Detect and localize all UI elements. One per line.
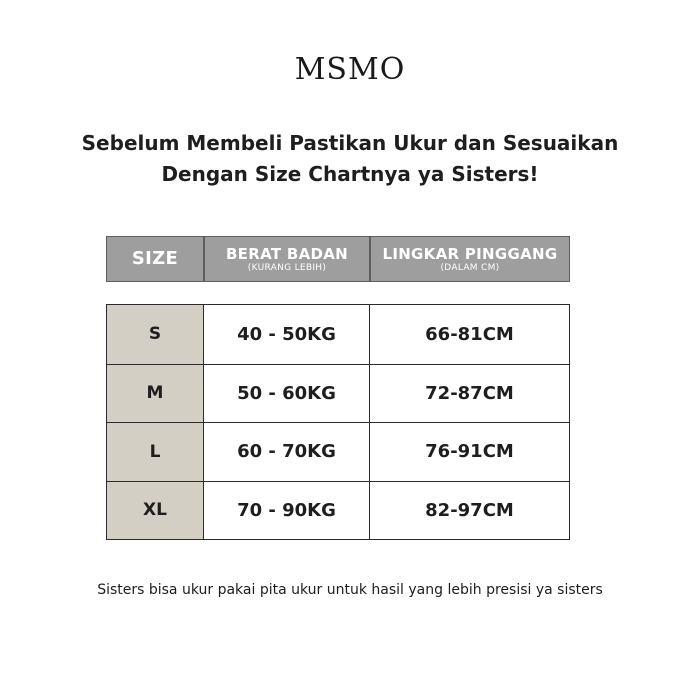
header-waist-sublabel: (DALAM CM)	[440, 262, 500, 273]
header-size	[107, 237, 203, 281]
footer-note: Sisters bisa ukur pakai pita ukur untuk hasil yang lebih presisi ya sisters	[97, 582, 603, 598]
header-weight-sublabel: (KURANG LEBIH)	[247, 262, 327, 273]
header-waist	[369, 237, 569, 281]
size-cell: L	[107, 423, 203, 481]
table-row	[107, 364, 569, 423]
waist-cell: 82-97CM	[369, 482, 569, 540]
size-cell: M	[107, 365, 203, 423]
heading-line-2: Dengan Size Chartnya ya Sisters!	[161, 162, 539, 186]
waist-cell: 66-81CM	[369, 305, 569, 364]
page-heading	[0, 128, 700, 190]
header-weight-label: BERAT BADAN	[225, 244, 349, 263]
table-row	[107, 305, 569, 364]
weight-cell: 40 - 50KG	[203, 305, 369, 364]
size-chart-table	[106, 304, 570, 540]
header-weight	[203, 237, 369, 281]
weight-cell: 60 - 70KG	[203, 423, 369, 481]
waist-cell: 76-91CM	[369, 423, 569, 481]
table-row	[107, 481, 569, 540]
waist-cell: 72-87CM	[369, 365, 569, 423]
weight-cell: 50 - 60KG	[203, 365, 369, 423]
size-cell: S	[107, 305, 203, 364]
brand-logo: MSMO	[294, 52, 406, 87]
header-size-label: SIZE	[131, 248, 179, 269]
header-waist-label: LINGKAR PINGGANG	[382, 244, 558, 263]
table-row	[107, 422, 569, 481]
size-chart-header	[106, 236, 570, 282]
size-cell: XL	[107, 482, 203, 540]
weight-cell: 70 - 90KG	[203, 482, 369, 540]
heading-line-1: Sebelum Membeli Pastikan Ukur dan Sesuaikan	[81, 131, 619, 155]
